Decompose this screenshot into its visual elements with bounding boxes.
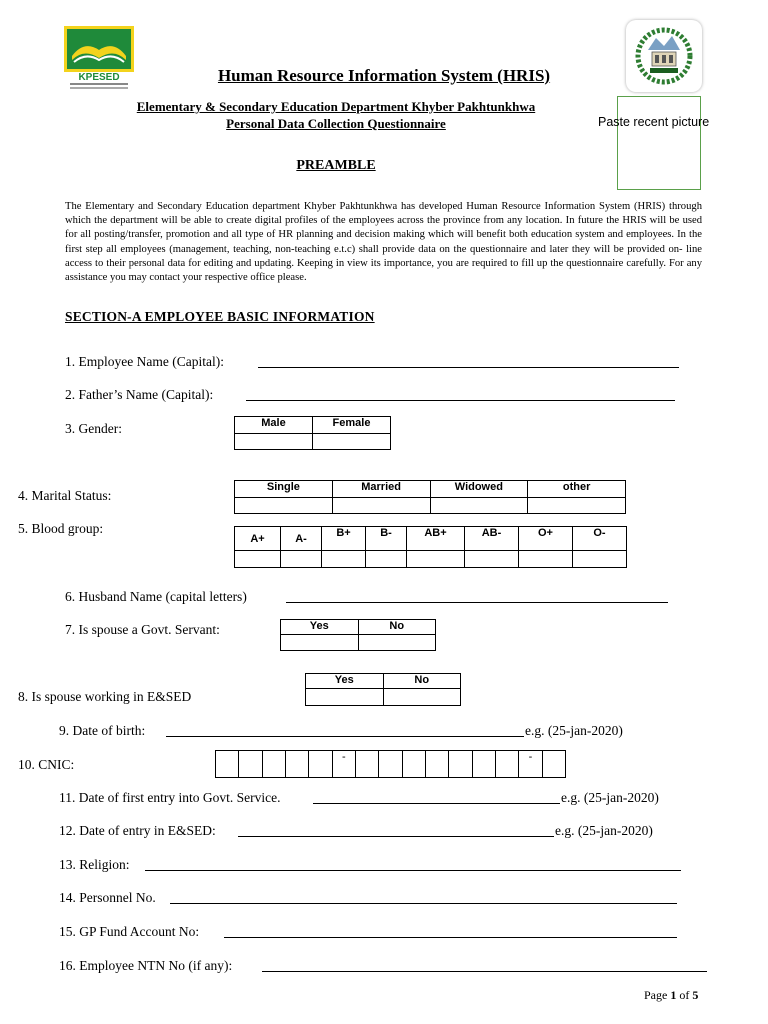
marital-cell-single[interactable] (235, 498, 333, 514)
cnic-separator: - (519, 751, 542, 778)
blood-cell[interactable] (573, 551, 627, 568)
cnic-digit-box[interactable] (239, 751, 262, 778)
q16-label: 16. Employee NTN No (if any): (59, 958, 233, 973)
gender-option-male: Male (235, 417, 313, 434)
q1-input-line[interactable] (258, 367, 679, 368)
blood-group-table (234, 526, 627, 568)
cnic-digit-box[interactable] (425, 751, 448, 778)
blood-cell[interactable] (465, 551, 519, 568)
q6-label: 6. Husband Name (capital letters) (65, 589, 247, 604)
q8-cell-no[interactable] (383, 689, 461, 706)
q6-input-line[interactable] (286, 602, 668, 603)
marital-cell-other[interactable] (528, 498, 626, 514)
cnic-digit-box[interactable] (472, 751, 495, 778)
page-number (644, 988, 698, 1003)
spouse-govt-servant-table (280, 619, 436, 651)
q7-cell-yes[interactable] (281, 635, 359, 651)
q4-label: 4. Marital Status: (18, 488, 112, 503)
blood-option-o-neg: O- (573, 527, 627, 551)
cnic-digit-box[interactable] (285, 751, 308, 778)
q5-label: 5. Blood group: (18, 521, 104, 536)
gender-cell-male[interactable] (235, 434, 313, 450)
marital-option-single: Single (235, 481, 333, 498)
q12-input-line[interactable] (238, 836, 554, 837)
cnic-digit-box[interactable] (402, 751, 425, 778)
marital-option-widowed: Widowed (430, 481, 528, 498)
q9-input-line[interactable] (166, 736, 524, 737)
q7-cell-no[interactable] (358, 635, 436, 651)
blood-cell[interactable] (235, 551, 281, 568)
blood-option-ab-pos: AB+ (407, 527, 465, 551)
blood-cell[interactable] (407, 551, 465, 568)
q3-label: 3. Gender: (65, 421, 122, 436)
cnic-digit-box[interactable] (379, 751, 402, 778)
q2-label: 2. Father’s Name (Capital): (65, 387, 214, 402)
marital-option-married: Married (332, 481, 430, 498)
q11-label: 11. Date of first entry into Govt. Service. (59, 790, 281, 805)
preamble-text: The Elementary and Secondary Education department Khyber Pakhtunkhwa has developed Human Resource Information System (HRIS) through which the department will be able to create digital profiles of the employees across the province from any location. In future the HRIS will be used for all posting/transfer, promotion and all type of HR planning and decision making which will benefit both education system and employees. In the first step all employees (management, teaching, non-teaching e.t.c) shall provide data on the questionnaire and later they will be provided on- line access to their personal data for editing and updating. Keeping in view its importance, you are required to fill up the questionnaire carefully. For any assistance you may contact your respective office please. (65, 201, 702, 284)
page-of: of (679, 988, 690, 1002)
spouse-esed-table (305, 673, 461, 706)
q10-label: 10. CNIC: (18, 757, 75, 772)
q11-input-line[interactable] (313, 803, 560, 804)
blood-option-a-neg: A- (281, 527, 322, 551)
gender-table (234, 416, 391, 450)
marital-cell-widowed[interactable] (430, 498, 528, 514)
q13-input-line[interactable] (145, 870, 681, 871)
cnic-digit-box[interactable] (309, 751, 332, 778)
q2-input-line[interactable] (246, 400, 675, 401)
q7-option-yes: Yes (281, 620, 359, 635)
q7-option-no: No (358, 620, 436, 635)
gender-option-female: Female (313, 417, 391, 434)
page-total: 5 (692, 988, 699, 1002)
marital-option-other: other (528, 481, 626, 498)
blood-option-o-pos: O+ (519, 527, 573, 551)
q8-cell-yes[interactable] (306, 689, 384, 706)
document-title: Human Resource Information System (HRIS) (217, 66, 551, 85)
preamble-heading: PREAMBLE (296, 158, 376, 173)
gender-cell-female[interactable] (313, 434, 391, 450)
cnic-digit-box[interactable] (449, 751, 472, 778)
q14-label: 14. Personnel No. (59, 890, 156, 905)
page-current: 1 (670, 988, 677, 1002)
cnic-digit-box[interactable] (542, 751, 565, 778)
department-subtitle: Elementary & Secondary Education Department Khyber Pakhtunkhwa (136, 99, 536, 114)
blood-cell[interactable] (519, 551, 573, 568)
cnic-digit-box[interactable] (216, 751, 239, 778)
q8-option-no: No (383, 674, 461, 689)
questionnaire-subtitle: Personal Data Collection Questionnaire (226, 116, 446, 131)
q9-hint: e.g. (25-jan-2020) (525, 723, 623, 738)
q9-label: 9. Date of birth: (59, 723, 146, 738)
page-label: Page (644, 988, 668, 1002)
q11-hint: e.g. (25-jan-2020) (561, 790, 659, 805)
cnic-boxes (215, 750, 566, 778)
q12-hint: e.g. (25-jan-2020) (555, 823, 653, 838)
q13-label: 13. Religion: (59, 857, 130, 872)
blood-option-a-pos: A+ (235, 527, 281, 551)
blood-option-ab-neg: AB- (465, 527, 519, 551)
cnic-digit-box[interactable] (495, 751, 518, 778)
q16-input-line[interactable] (262, 971, 707, 972)
q15-input-line[interactable] (224, 937, 677, 938)
blood-option-b-pos: B+ (322, 527, 366, 551)
blood-cell[interactable] (322, 551, 366, 568)
section-a-heading: SECTION-A EMPLOYEE BASIC INFORMATION (65, 309, 375, 324)
svg-text:KPESED: KPESED (78, 72, 120, 83)
marital-status-table (234, 480, 626, 514)
cnic-digit-box[interactable] (262, 751, 285, 778)
blood-option-b-neg: B- (366, 527, 407, 551)
marital-cell-married[interactable] (332, 498, 430, 514)
q12-label: 12. Date of entry in E&SED: (59, 823, 216, 838)
q8-label: 8. Is spouse working in E&SED (18, 689, 192, 704)
q8-option-yes: Yes (306, 674, 384, 689)
blood-cell[interactable] (281, 551, 322, 568)
cnic-digit-box[interactable] (355, 751, 378, 778)
q14-input-line[interactable] (170, 903, 677, 904)
q15-label: 15. GP Fund Account No: (59, 924, 200, 939)
cnic-separator: - (332, 751, 355, 778)
photo-placeholder-label: Paste recent picture (598, 115, 710, 129)
q1-label: 1. Employee Name (Capital): (65, 354, 224, 369)
q7-label: 7. Is spouse a Govt. Servant: (65, 622, 220, 637)
blood-cell[interactable] (366, 551, 407, 568)
